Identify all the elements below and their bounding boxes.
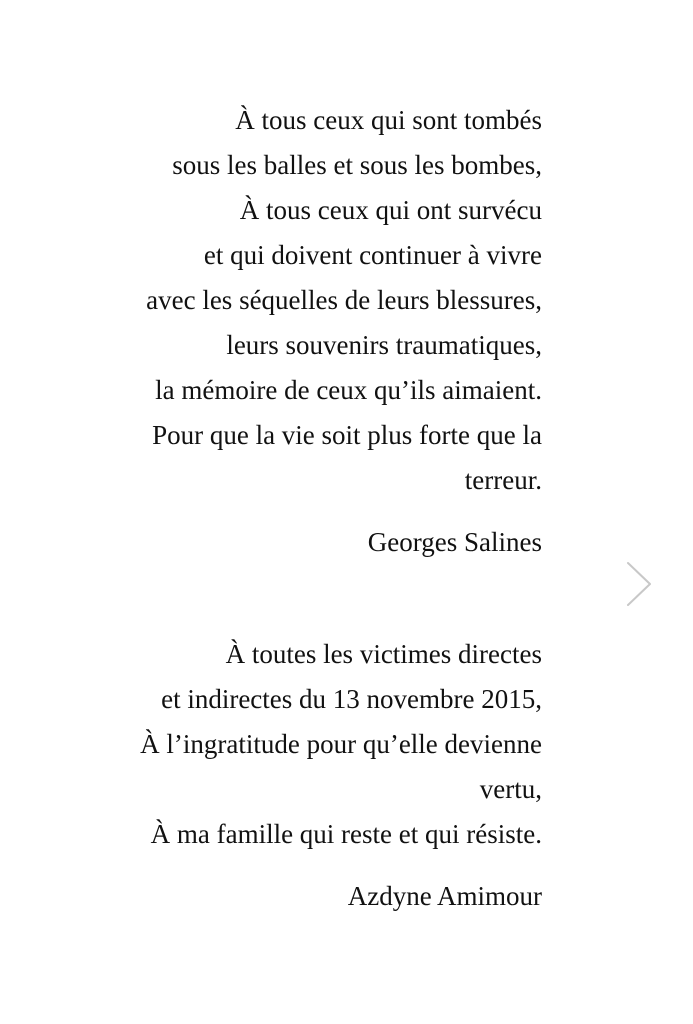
dedication-line: À tous ceux qui ont survécu xyxy=(239,195,542,225)
chevron-right-icon xyxy=(622,560,656,608)
dedication-line: leurs souvenirs traumatiques, xyxy=(226,330,542,360)
dedication-georges-salines xyxy=(40,98,542,565)
dedication-line: vertu, xyxy=(479,774,542,804)
dedication-line: À ma famille qui reste et qui résiste. xyxy=(150,819,542,849)
dedication-line: sous les balles et sous les bombes, xyxy=(172,150,542,180)
dedication-line: À l’ingratitude pour qu’elle devienne xyxy=(140,729,542,759)
dedication-line: et indirectes du 13 novembre 2015, xyxy=(161,684,542,714)
dedication-page xyxy=(40,98,542,919)
next-page-button[interactable] xyxy=(622,560,656,608)
dedication-line: la mémoire de ceux qu’ils aimaient. xyxy=(155,375,542,405)
dedication-line: et qui doivent continuer à vivre xyxy=(203,240,542,270)
dedication-line: À toutes les victimes directes xyxy=(225,639,542,669)
dedication-line: Pour que la vie soit plus forte que la xyxy=(152,420,542,450)
signature-georges-salines: Georges Salines xyxy=(367,527,542,557)
dedication-line: avec les séquelles de leurs blessures, xyxy=(146,285,542,315)
dedication-line: À tous ceux qui sont tombés xyxy=(235,105,542,135)
dedication-azdyne-amimour xyxy=(40,632,542,919)
dedication-line: terreur. xyxy=(464,465,542,495)
signature-azdyne-amimour: Azdyne Amimour xyxy=(347,881,542,911)
